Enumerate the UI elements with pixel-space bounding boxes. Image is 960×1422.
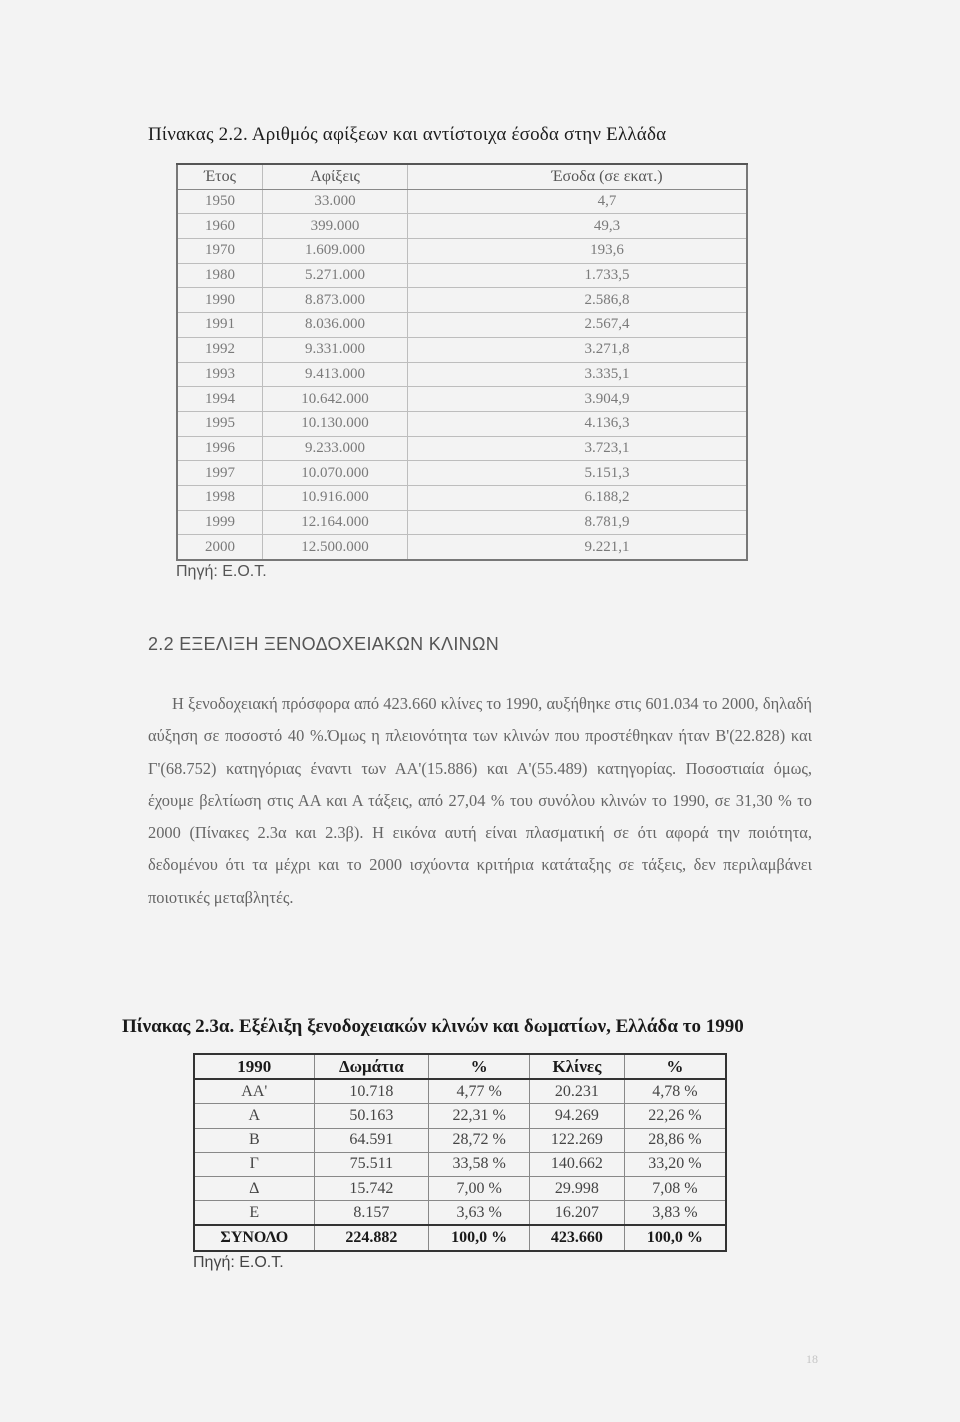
cell-revenue: 2.586,8	[408, 288, 748, 313]
cell-revenue: 3.904,9	[408, 387, 748, 412]
cell-rooms: 8.157	[314, 1201, 429, 1226]
cell-beds-pct: 3,83 %	[624, 1201, 726, 1226]
cell-revenue: 4.136,3	[408, 411, 748, 436]
beds-rooms-table	[193, 1053, 727, 1252]
page-number: 18	[806, 1352, 818, 1366]
cell-year: 1998	[177, 485, 263, 510]
cell-arrivals: 33.000	[263, 189, 408, 214]
cell-year: 1980	[177, 263, 263, 288]
cell-beds: 94.269	[530, 1104, 625, 1128]
cell-rooms: 75.511	[314, 1152, 429, 1176]
cell-year: 1990	[177, 288, 263, 313]
cell-arrivals: 8.036.000	[263, 313, 408, 338]
col-header-revenue: Έσοδα (σε εκατ.)	[408, 164, 748, 189]
table-row	[177, 535, 747, 560]
table-total-row	[194, 1225, 726, 1250]
cell-beds: 20.231	[530, 1079, 625, 1104]
table-row	[194, 1176, 726, 1200]
cell-category: Ε	[194, 1201, 314, 1226]
cell-beds: 122.269	[530, 1128, 625, 1152]
cell-arrivals: 8.873.000	[263, 288, 408, 313]
cell-year: 1950	[177, 189, 263, 214]
cell-year: 1993	[177, 362, 263, 387]
table2-source: Πηγή: Ε.Ο.Τ.	[193, 1254, 284, 1271]
cell-year: 1999	[177, 510, 263, 535]
table-row	[194, 1079, 726, 1104]
table1-source: Πηγή: Ε.Ο.Τ.	[176, 563, 267, 580]
cell-revenue: 5.151,3	[408, 461, 748, 486]
col-header-year: 1990	[194, 1054, 314, 1079]
cell-arrivals: 10.916.000	[263, 485, 408, 510]
cell-arrivals: 10.130.000	[263, 411, 408, 436]
cell-beds-pct: 4,78 %	[624, 1079, 726, 1104]
cell-category: Δ	[194, 1176, 314, 1200]
cell-arrivals: 399.000	[263, 214, 408, 239]
cell-revenue: 193,6	[408, 239, 748, 264]
cell-revenue: 3.335,1	[408, 362, 748, 387]
cell-year: 1994	[177, 387, 263, 412]
cell-category: Β	[194, 1128, 314, 1152]
cell-arrivals: 9.331.000	[263, 337, 408, 362]
cell-arrivals: 12.164.000	[263, 510, 408, 535]
col-header-year: Έτος	[177, 164, 263, 189]
beds-rooms-table-body	[194, 1079, 726, 1250]
section-paragraph: Η ξενοδοχειακή πρόσφορα από 423.660 κλίνες το 1990, αυξήθηκε στις 601.034 το 2000, δηλαδή αύξηση σε ποσοστό 40 %.Όμως η πλειονότητα των κλινών που προστέθηκαν ήταν Β'(22.828) και Γ'(68.752) κατηγόριας έναντι των ΑΑ'(15.886) και Α'(55.489) κατηγορίας. Ποσοστιαία όμως, έχουμε βελτίωση στις ΑΑ και Α τάξεις, από 27,04 % του συνόλου κλινών το 1990, σε 31,30 % το 2000 (Πίνακες 2.3α και 2.3β). Η εικόνα αυτή είναι πλασματική σε ότι αφορά την ποιότητα, δεδομένου ότι τα μέχρι και το 2000 ισχύοντα κριτήρια κατάταξης σε τάξεις, δεν περιλαμβάνει ποιοτικές μεταβλητές.	[148, 694, 812, 907]
cell-year: 1995	[177, 411, 263, 436]
table-row	[194, 1104, 726, 1128]
table-row	[177, 387, 747, 412]
cell-arrivals: 12.500.000	[263, 535, 408, 560]
cell-beds-pct: 28,86 %	[624, 1128, 726, 1152]
cell-year: 2000	[177, 535, 263, 560]
cell-category: ΑΑ'	[194, 1079, 314, 1104]
total-cell-beds-pct: 100,0 %	[624, 1225, 726, 1250]
col-header-beds-pct: %	[624, 1054, 726, 1079]
table-row	[177, 337, 747, 362]
cell-arrivals: 5.271.000	[263, 263, 408, 288]
cell-arrivals: 10.642.000	[263, 387, 408, 412]
cell-rooms: 10.718	[314, 1079, 429, 1104]
cell-category: Α	[194, 1104, 314, 1128]
cell-beds: 16.207	[530, 1201, 625, 1226]
table-row	[177, 263, 747, 288]
cell-year: 1996	[177, 436, 263, 461]
cell-rooms-pct: 4,77 %	[429, 1079, 530, 1104]
cell-rooms: 64.591	[314, 1128, 429, 1152]
cell-rooms-pct: 33,58 %	[429, 1152, 530, 1176]
cell-arrivals: 1.609.000	[263, 239, 408, 264]
table-header-row	[177, 164, 747, 189]
total-cell-beds: 423.660	[530, 1225, 625, 1250]
cell-revenue: 3.723,1	[408, 436, 748, 461]
cell-year: 1992	[177, 337, 263, 362]
table-row	[177, 189, 747, 214]
cell-beds: 140.662	[530, 1152, 625, 1176]
cell-beds-pct: 33,20 %	[624, 1152, 726, 1176]
cell-rooms-pct: 22,31 %	[429, 1104, 530, 1128]
cell-revenue: 9.221,1	[408, 535, 748, 560]
cell-revenue: 4,7	[408, 189, 748, 214]
cell-revenue: 2.567,4	[408, 313, 748, 338]
cell-rooms-pct: 3,63 %	[429, 1201, 530, 1226]
table-row	[177, 214, 747, 239]
table-row	[177, 436, 747, 461]
total-cell-rooms: 224.882	[314, 1225, 429, 1250]
cell-beds: 29.998	[530, 1176, 625, 1200]
table-row	[194, 1128, 726, 1152]
col-header-rooms: Δωμάτια	[314, 1054, 429, 1079]
cell-rooms-pct: 28,72 %	[429, 1128, 530, 1152]
table-row	[177, 239, 747, 264]
table-row	[177, 362, 747, 387]
cell-category: Γ	[194, 1152, 314, 1176]
table-row	[177, 288, 747, 313]
table-row	[177, 510, 747, 535]
cell-revenue: 6.188,2	[408, 485, 748, 510]
cell-beds-pct: 7,08 %	[624, 1176, 726, 1200]
table-row	[177, 485, 747, 510]
table-row	[177, 461, 747, 486]
table-row	[194, 1201, 726, 1226]
cell-arrivals: 9.233.000	[263, 436, 408, 461]
cell-year: 1991	[177, 313, 263, 338]
table-row	[177, 411, 747, 436]
cell-revenue: 8.781,9	[408, 510, 748, 535]
cell-revenue: 1.733,5	[408, 263, 748, 288]
cell-year: 1970	[177, 239, 263, 264]
table-header-row	[194, 1054, 726, 1079]
table1-title: Πίνακας 2.2. Αριθμός αφίξεων και αντίστοιχα έσοδα στην Ελλάδα	[148, 124, 667, 145]
cell-revenue: 49,3	[408, 214, 748, 239]
cell-beds-pct: 22,26 %	[624, 1104, 726, 1128]
col-header-arrivals: Αφίξεις	[263, 164, 408, 189]
cell-rooms: 50.163	[314, 1104, 429, 1128]
cell-rooms-pct: 7,00 %	[429, 1176, 530, 1200]
cell-arrivals: 9.413.000	[263, 362, 408, 387]
table-row	[194, 1152, 726, 1176]
total-cell-category: ΣΥΝΟΛΟ	[194, 1225, 314, 1250]
cell-rooms: 15.742	[314, 1176, 429, 1200]
cell-year: 1997	[177, 461, 263, 486]
cell-year: 1960	[177, 214, 263, 239]
col-header-beds: Κλίνες	[530, 1054, 625, 1079]
section-heading: 2.2 ΕΞΕΛΙΞΗ ΞΕΝΟΔΟΧΕΙΑΚΩΝ ΚΛΙΝΩΝ	[148, 634, 499, 654]
arrivals-table	[176, 163, 748, 561]
total-cell-rooms-pct: 100,0 %	[429, 1225, 530, 1250]
col-header-rooms-pct: %	[429, 1054, 530, 1079]
table2-title: Πίνακας 2.3α. Εξέλιξη ξενοδοχειακών κλινών και δωματίων, Ελλάδα το 1990	[122, 1016, 744, 1037]
table-row	[177, 313, 747, 338]
arrivals-table-body	[177, 189, 747, 560]
cell-arrivals: 10.070.000	[263, 461, 408, 486]
cell-revenue: 3.271,8	[408, 337, 748, 362]
